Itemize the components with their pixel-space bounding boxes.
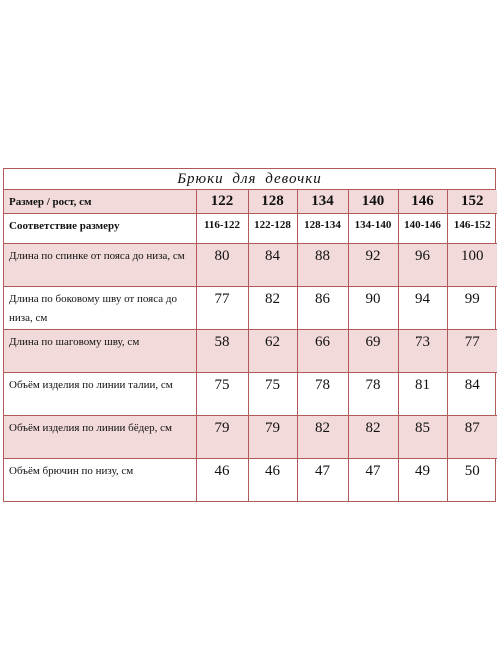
header-row	[4, 190, 497, 213]
value-cell: 78	[297, 372, 348, 415]
value-cell: 75	[248, 372, 297, 415]
value-cell: 92	[348, 243, 398, 286]
value-cell: 46	[248, 458, 297, 501]
value-cell: 79	[248, 415, 297, 458]
value-cell: 99	[447, 286, 497, 329]
value-cell: 80	[196, 243, 248, 286]
value-cell: 49	[398, 458, 447, 501]
size-cell: 134	[297, 190, 348, 213]
value-cell: 85	[398, 415, 447, 458]
value-cell: 75	[196, 372, 248, 415]
row-label: Объём изделия по линии талии, см	[4, 372, 196, 415]
size-chart	[3, 168, 496, 502]
table-row	[4, 243, 497, 286]
size-cell: 140	[348, 190, 398, 213]
value-cell: 77	[447, 329, 497, 372]
chart-title: Брюки для девочки	[4, 169, 495, 190]
header-label: Размер / рост, см	[4, 190, 196, 213]
value-cell: 66	[297, 329, 348, 372]
match-cell: 116-122	[196, 213, 248, 243]
table-row	[4, 329, 497, 372]
match-label: Соответствие размеру	[4, 213, 196, 243]
value-cell: 73	[398, 329, 447, 372]
table-row	[4, 286, 497, 329]
size-cell: 122	[196, 190, 248, 213]
match-cell: 134-140	[348, 213, 398, 243]
size-table	[4, 190, 497, 501]
value-cell: 79	[196, 415, 248, 458]
row-label: Длина по шаговому шву, см	[4, 329, 196, 372]
row-label: Длина по спинке от пояса до низа, см	[4, 243, 196, 286]
value-cell: 69	[348, 329, 398, 372]
value-cell: 86	[297, 286, 348, 329]
match-cell: 140-146	[398, 213, 447, 243]
value-cell: 82	[248, 286, 297, 329]
match-cell: 146-152	[447, 213, 497, 243]
value-cell: 50	[447, 458, 497, 501]
value-cell: 77	[196, 286, 248, 329]
size-cell: 152	[447, 190, 497, 213]
row-label: Длина по боковому шву от пояса до низа, см	[4, 286, 196, 329]
value-cell: 81	[398, 372, 447, 415]
value-cell: 47	[348, 458, 398, 501]
match-row	[4, 213, 497, 243]
value-cell: 46	[196, 458, 248, 501]
value-cell: 78	[348, 372, 398, 415]
value-cell: 88	[297, 243, 348, 286]
value-cell: 47	[297, 458, 348, 501]
value-cell: 82	[297, 415, 348, 458]
table-row	[4, 415, 497, 458]
value-cell: 96	[398, 243, 447, 286]
table-row	[4, 458, 497, 501]
value-cell: 90	[348, 286, 398, 329]
value-cell: 58	[196, 329, 248, 372]
row-label: Объём изделия по линии бёдер, см	[4, 415, 196, 458]
value-cell: 87	[447, 415, 497, 458]
value-cell: 62	[248, 329, 297, 372]
table-row	[4, 372, 497, 415]
value-cell: 82	[348, 415, 398, 458]
size-cell: 146	[398, 190, 447, 213]
match-cell: 122-128	[248, 213, 297, 243]
value-cell: 100	[447, 243, 497, 286]
size-cell: 128	[248, 190, 297, 213]
value-cell: 84	[447, 372, 497, 415]
value-cell: 84	[248, 243, 297, 286]
match-cell: 128-134	[297, 213, 348, 243]
row-label: Объём брючин по низу, см	[4, 458, 196, 501]
value-cell: 94	[398, 286, 447, 329]
